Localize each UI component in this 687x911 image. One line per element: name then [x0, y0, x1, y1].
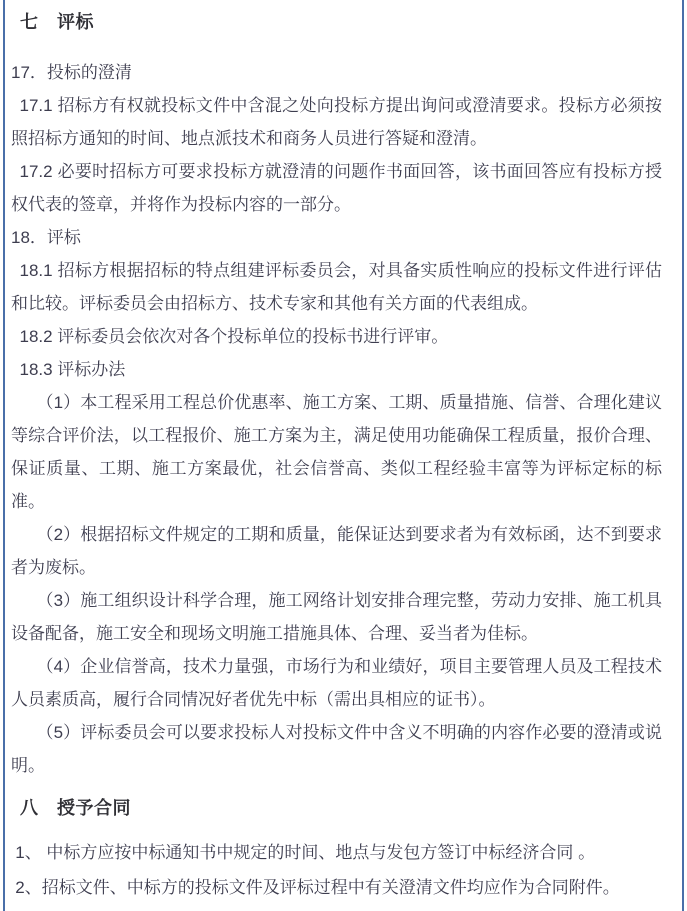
clause-18-1: 18.1 招标方根据招标的特点组建评标委员会，对具备实质性响应的投标文件进行评估和比较。评标委员会由招标方、技术专家和其他有关方面的代表组成。	[11, 261, 662, 313]
clause-18-3: 18.3 评标办法	[19, 360, 126, 379]
method-item-2: （2）根据招标文件规定的工期和质量，能保证达到要求者为有效标函，达不到要求者为废标。	[11, 525, 662, 577]
contract-item-1: 1、 中标方应按中标通知书中规定的时间、地点与发包方签订中标经济合同 。	[15, 843, 596, 862]
document-body	[3, 0, 684, 911]
contract-item-2: 2、招标文件、中标方的投标文件及评标过程中有关澄清文件均应作为合同附件。	[15, 878, 620, 897]
clause-17-2: 17.2 必要时招标方可要求投标方就澄清的问题作书面回答，该书面回答应有投标方授权代表的签章，并将作为投标内容的一部分。	[11, 162, 662, 214]
clause-18-2: 18.2 评标委员会依次对各个投标单位的投标书进行评审。	[19, 327, 449, 346]
clause-17-1: 17.1 招标方有权就投标文件中含混之处向投标方提出询问或澄清要求。投标方必须按照招标方通知的时间、地点派技术和商务人员进行答疑和澄清。	[11, 96, 662, 148]
clause-18-title: 18．评标	[11, 228, 81, 247]
method-item-1: （1）本工程采用工程总价优惠率、施工方案、工期、质量措施、信誉、合理化建议等综合评价法，以工程报价、施工方案为主，满足使用功能确保工程质量，报价合理、保证质量、工期、施工方案最优，社会信誉高、类似工程经验丰富等为评标定标的标准。	[11, 393, 662, 511]
method-item-4: （4）企业信誉高，技术力量强，市场行为和业绩好，项目主要管理人员及工程技术人员素质高，履行合同情况好者优先中标（需出具相应的证书）。	[11, 657, 662, 709]
clause-17-title: 17．投标的澄清	[11, 63, 132, 82]
method-item-3: （3）施工组织设计科学合理，施工网络计划安排合理完整，劳动力安排、施工机具设备配备，施工安全和现场文明施工措施具体、合理、妥当者为佳标。	[11, 591, 662, 643]
method-item-5: （5）评标委员会可以要求投标人对投标文件中含义不明确的内容作必要的澄清或说明。	[11, 723, 662, 775]
section-8-heading: 八 授予合同	[20, 798, 131, 818]
section-7-heading: 七 评标	[20, 12, 94, 32]
contract-award-list	[11, 836, 662, 904]
